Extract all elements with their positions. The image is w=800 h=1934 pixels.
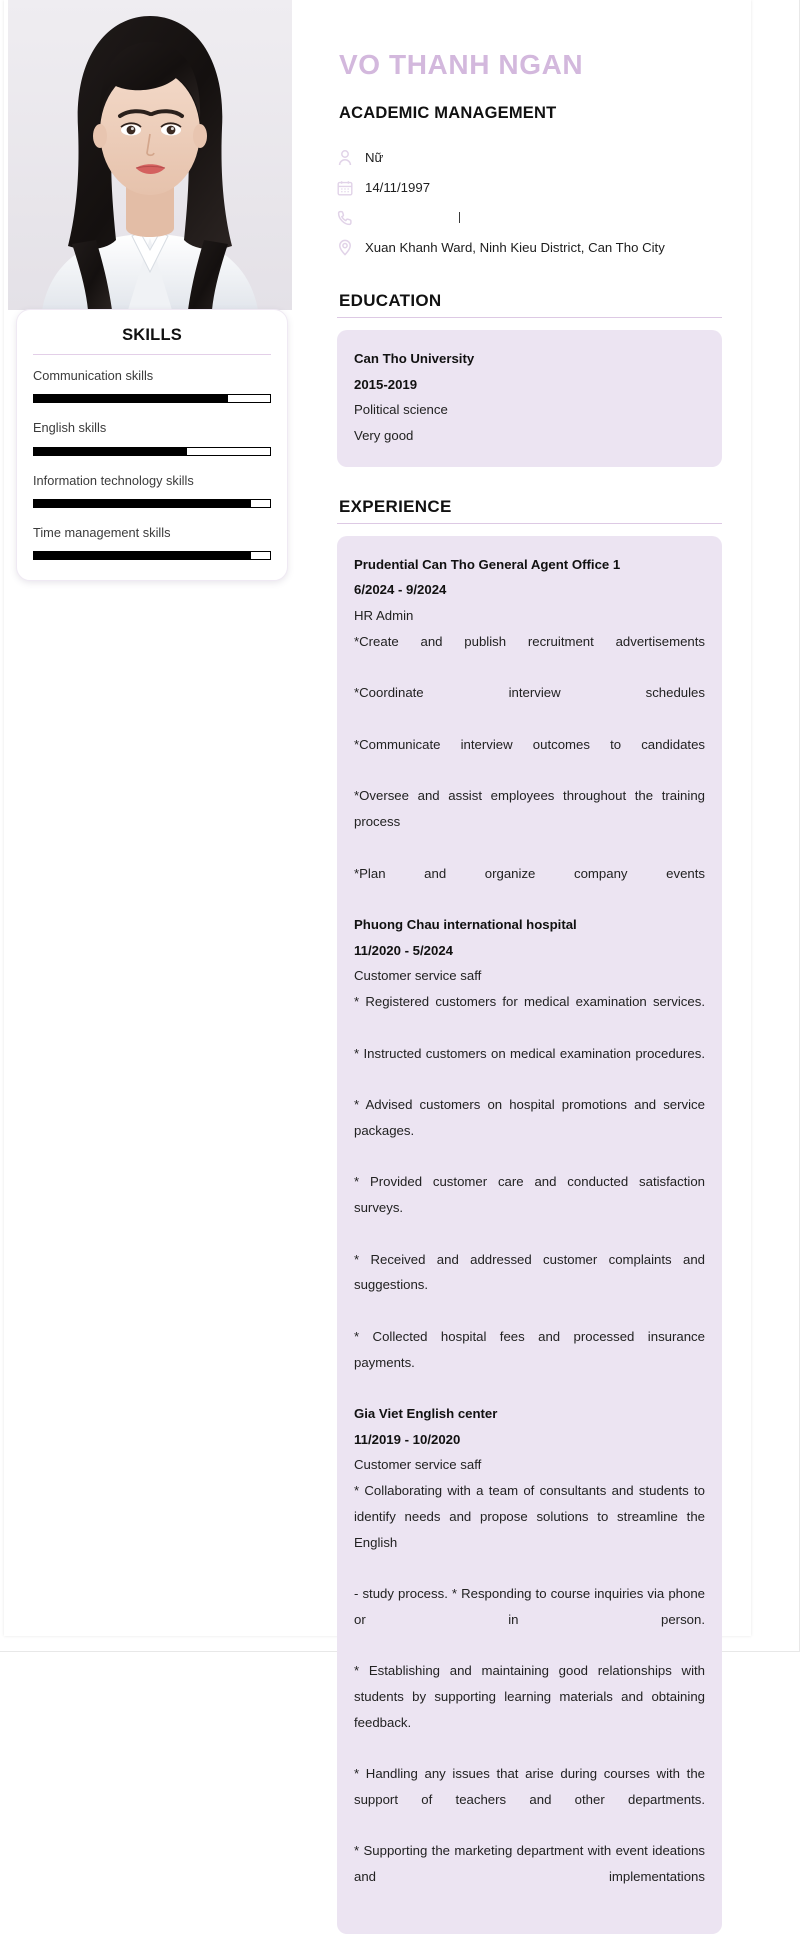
contact-row-address (337, 235, 722, 261)
skills-list (33, 368, 271, 560)
profile-photo (8, 0, 292, 310)
experience-position: Customer service saff (354, 1457, 482, 1473)
location-icon (337, 239, 359, 256)
experience-dates: 6/2024 - 9/2024 (354, 582, 447, 598)
skill-bar-track (33, 499, 271, 508)
experience-dates: 11/2019 - 10/2020 (354, 1431, 461, 1447)
calendar-icon (337, 180, 359, 196)
skill-bar-track (33, 447, 271, 456)
skill-row (33, 525, 271, 560)
skill-label: English skills (33, 420, 107, 436)
experience-position: HR Admin (354, 608, 414, 624)
skill-label: Information technology skills (33, 472, 194, 488)
education-school: Can Tho University (354, 350, 475, 366)
experience-heading: EXPERIENCE (339, 496, 452, 516)
contact-row-gender (337, 145, 722, 171)
experience-company: Prudential Can Tho General Agent Office 1 (354, 556, 621, 572)
experience-bullet: * Received and addressed customer complaints and suggestions. (354, 1251, 705, 1293)
candidate-name: VO THANH NGAN (339, 49, 584, 80)
skill-label: Communication skills (33, 368, 154, 383)
phone-icon (337, 210, 359, 226)
contact-row-date-of-birth (337, 175, 722, 201)
experience-divider (337, 523, 722, 524)
skills-title: SKILLS (122, 326, 182, 344)
resume-main-column (337, 0, 722, 1934)
skill-row (33, 420, 271, 455)
contact-row-phone (337, 205, 722, 231)
experience-bullet: * Advised customers on hospital promotions and service packages. (354, 1097, 705, 1138)
experience-section (337, 497, 722, 1934)
experience-bullet: * Establishing and maintaining good relationships with students by supporting learning materials and obtaining feedback. (354, 1663, 705, 1730)
experience-bullet: *Communicate interview outcomes to candidates (354, 736, 705, 752)
skill-bar-fill (34, 395, 228, 402)
contact-list (337, 145, 722, 261)
experience-bullet: * Collaborating with a team of consultants and students to identify needs and propose solutions to streamline the English (354, 1483, 705, 1550)
skill-label: Time management skills (33, 525, 171, 541)
contact-value-address: Xuan Khanh Ward, Ninh Kieu District, Can Tho City (365, 240, 665, 256)
education-card (337, 330, 722, 467)
experience-company: Phuong Chau international hospital (354, 917, 577, 933)
experience-bullet: * Instructed customers on medical examination procedures. (354, 1045, 705, 1061)
experience-bullet: * Registered customers for medical examination services. (354, 994, 705, 1010)
education-major: Political science (354, 402, 448, 418)
education-section (337, 291, 722, 467)
skill-row (33, 473, 271, 508)
experience-position: Customer service saff (354, 968, 482, 984)
contact-value-phone (359, 211, 485, 225)
experience-bullet: * Handling any issues that arise during courses with the support of teachers and other departments. (354, 1766, 705, 1807)
education-heading: EDUCATION (339, 290, 442, 310)
skill-bar-fill (34, 552, 251, 559)
experience-bullet: *Coordinate interview schedules (354, 685, 705, 701)
experience-dates: 11/2020 - 5/2024 (354, 942, 453, 958)
person-icon (337, 149, 359, 166)
experience-bullet: *Create and publish recruitment advertisements (354, 633, 705, 649)
experience-bullet: *Oversee and assist employees throughout the training process (354, 788, 705, 830)
experience-bullet: * Provided customer care and conducted satisfaction surveys. (354, 1174, 705, 1216)
education-grade: Very good (354, 428, 414, 443)
candidate-role: ACADEMIC MANAGEMENT (339, 103, 557, 122)
experience-bullet: * Collected hospital fees and processed insurance payments. (354, 1328, 705, 1370)
contact-value-gender: Nữ (365, 150, 384, 166)
skill-bar-track (33, 551, 271, 560)
skill-bar-fill (34, 448, 187, 455)
experience-bullet: * Supporting the marketing department with event ideations and implementations (354, 1843, 705, 1885)
skills-divider (33, 354, 271, 355)
experience-bullet: *Plan and organize company events (354, 865, 705, 881)
education-divider (337, 317, 722, 318)
skill-row (33, 368, 271, 403)
experience-company: Gia Viet English center (354, 1405, 498, 1421)
resume-sheet (4, 0, 751, 1885)
education-dates: 2015-2019 (354, 376, 418, 392)
skill-bar-track (33, 394, 271, 403)
contact-value-date-of-birth: 14/11/1997 (365, 180, 431, 196)
experience-bullet: - study process. * Responding to course inquiries via phone or in person. (354, 1586, 705, 1627)
experience-card (337, 536, 722, 1934)
skills-card (16, 309, 288, 581)
skill-bar-fill (34, 500, 251, 507)
